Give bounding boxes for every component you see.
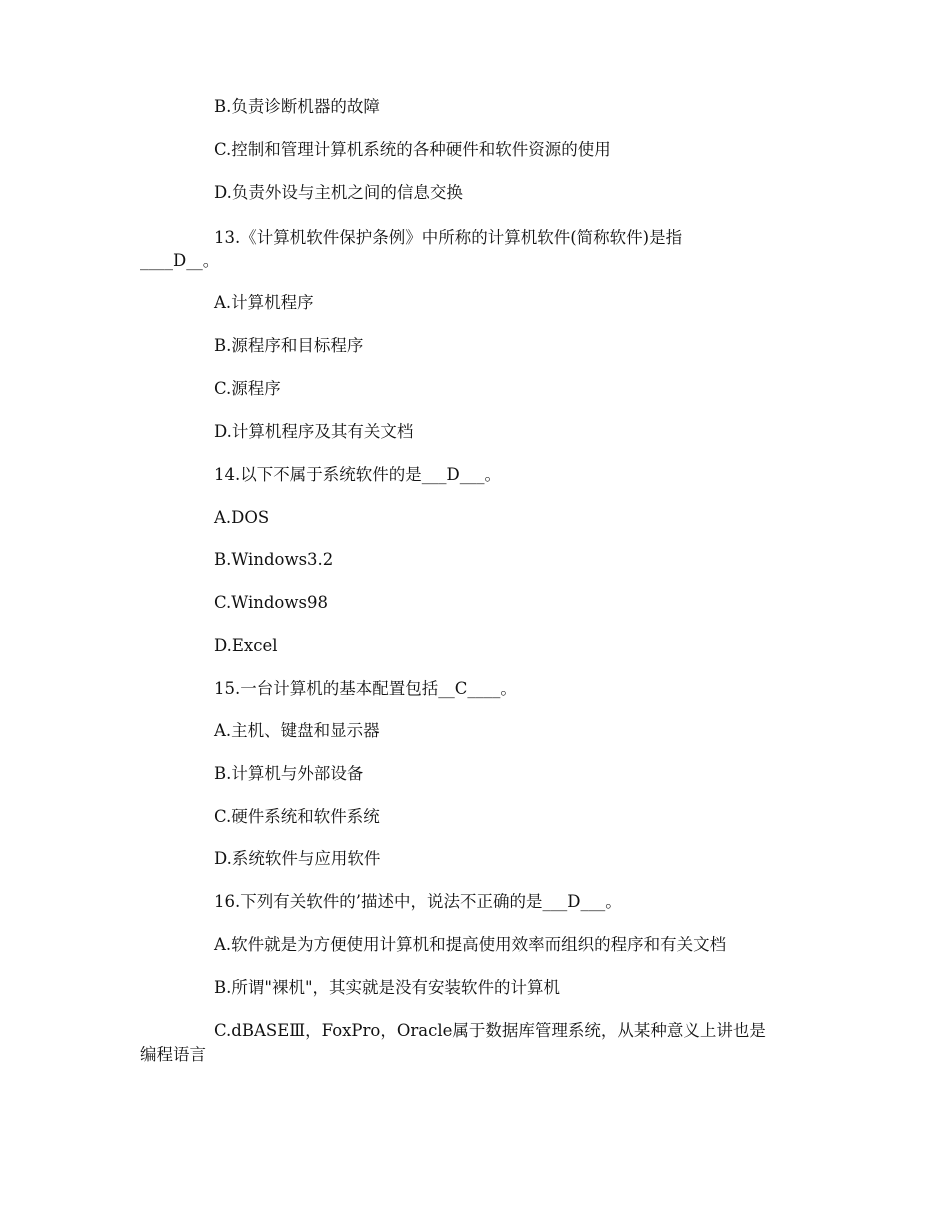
option-d-q13: D.计算机程序及其有关文档 bbox=[214, 422, 414, 441]
option-d-q15: D.系统软件与应用软件 bbox=[214, 849, 381, 868]
option-c-q12: C.控制和管理计算机系统的各种硬件和软件资源的使用 bbox=[214, 140, 611, 159]
question-15: 15.一台计算机的基本配置包括__C____。 bbox=[214, 679, 517, 698]
option-a-q15: A.主机、键盘和显示器 bbox=[214, 721, 380, 740]
option-b-q13: B.源程序和目标程序 bbox=[214, 336, 364, 355]
question-13-continued: ____D__。 bbox=[140, 251, 220, 270]
question-13: 13.《计算机软件保护条例》中所称的计算机软件(简称软件)是指 bbox=[214, 228, 683, 247]
option-d-q14: D.Excel bbox=[214, 636, 278, 655]
option-a-q13: A.计算机程序 bbox=[214, 293, 314, 312]
question-14: 14.以下不属于系统软件的是___D___。 bbox=[214, 465, 501, 484]
option-b-q15: B.计算机与外部设备 bbox=[214, 764, 364, 783]
option-b-q12: B.负责诊断机器的故障 bbox=[214, 97, 380, 116]
option-c-q15: C.硬件系统和软件系统 bbox=[214, 807, 380, 826]
question-16: 16.下列有关软件的’描述中，说法不正确的是___D___。 bbox=[214, 892, 622, 911]
option-d-q12: D.负责外设与主机之间的信息交换 bbox=[214, 183, 463, 202]
option-b-q16: B.所谓"裸机"，其实就是没有安装软件的计算机 bbox=[214, 978, 561, 997]
option-c-q16: C.dBASEⅢ，FoxPro，Oracle属于数据库管理系统，从某种意义上讲也是 bbox=[214, 1021, 766, 1040]
option-c-q16-continued: 编程语言 bbox=[140, 1045, 206, 1064]
option-c-q14: C.Windows98 bbox=[214, 593, 328, 612]
option-c-q13: C.源程序 bbox=[214, 379, 281, 398]
option-b-q14: B.Windows3.2 bbox=[214, 550, 334, 569]
option-a-q14: A.DOS bbox=[214, 508, 270, 527]
option-a-q16: A.软件就是为方便使用计算机和提高使用效率而组织的程序和有关文档 bbox=[214, 935, 727, 954]
